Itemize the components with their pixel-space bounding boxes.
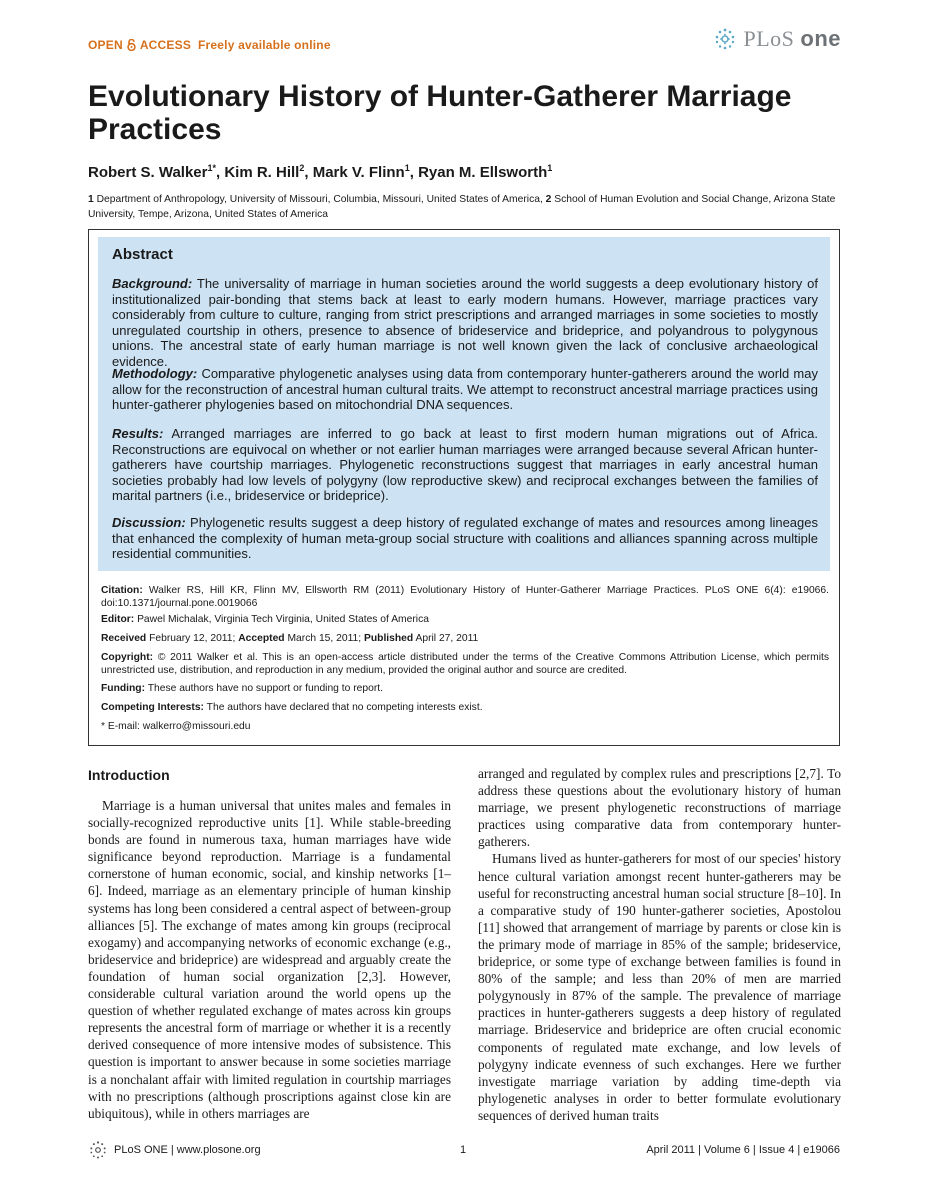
footer-journal: PLoS ONE [114,1144,168,1156]
corresponding-email: * E-mail: walkerro@missouri.edu [101,721,251,732]
competing-interests [101,702,829,715]
plos-logo-text: PLoS [743,26,795,51]
freely-available-label: Freely available online [198,38,331,52]
footer-separator: | [170,1144,174,1156]
footer-issue-info: April 2011 | Volume 6 | Issue 4 | e19066 [646,1144,840,1156]
funding [101,683,829,696]
received-label: Received [101,633,147,644]
abstract-discussion [112,515,818,562]
citation-label: Citation: [101,585,143,596]
affiliation-number: 2 [545,194,552,205]
plos-one-logo [713,26,841,52]
abstract-section-label: Discussion: [112,515,186,530]
abstract-methodology [112,366,818,413]
abstract-section-text: The universality of marriage in human societies around the world suggests a deep evolutionary history of institutionalized pair-bonding that stems back at least to early modern humans. However, marriage practices vary considerably from culture to culture, ranging from strict prescriptions and arranged marriages in some societies to mostly unregulated courtship in others, presence to absence of brideservice and brideprice, and polyandrous to polygynous unions. The ancestral state of early human marriage is not well known given the lack of conclusive archaeological evidence. [112,276,818,369]
received-date: February 12, 2011; [149,633,236,644]
abstract-results [112,426,818,504]
editor-label: Editor: [101,614,135,625]
editor [101,614,829,627]
open-access-lock-icon [126,39,137,51]
plos-dot-logo-icon [713,27,737,51]
published-label: Published [364,633,414,644]
abstract-heading: Abstract [112,246,173,263]
editor-text: Pawel Michalak, Virginia Tech Virginia, United States of America [137,614,429,625]
introduction-heading: Introduction [88,767,170,783]
author-name: Ryan M. Ellsworth [418,164,548,181]
body-paragraph: Humans lived as hunter-gatherers for most of our species' history hence cultural variation amongst recent hunter-gatherers may be useful for reconstructing ancestral human social structure [8–10]. In a comparative study of 190 hunter-gatherer societies, Apostolou [11] showed that arrangement of marriage by parents or close kin is the primary mode of marriage in 85% of the sample; brideservice, brideprice, or some type of exchange between families is found in 80% of the sample; and less than 20% of men are married polygynously in 87% of the sample. The prevalence of marriage practices in hunter-gatherers suggests a deep history of regulated marriage. Brideservice and brideprice are often crucial economic components of regulated mate exchange, and low levels of polygyny indicate evenness of such exchanges. Here we further investigate marriage variation by adding time-depth via phylogenetic analyses in order to better formulate evolutionary sequences of derived human traits [478,851,841,1123]
abstract-section-text: Arranged marriages are inferred to go back at least to first modern human migrations out of Africa. Reconstructions are equivocal on whether or not earlier human marriages were arranged because several African hunter-gatherers have courtship marriages. Phylogenetic reconstructions suggest that marriages in early ancestral human societies probably had low levels of polygyny (low reproductive skew) and reciprocal exchanges between the families of marital partners (i.e., brideservice or brideprice). [112,426,818,504]
copyright [101,652,829,677]
author-affiliation-mark: 1 [404,163,410,173]
copyright-text: © 2011 Walker et al. This is an open-access article distributed under the terms of the Creative Commons Attribution License, which permits unrestricted use, distribution, and reproduction in any medium, provided the original author and source are credited. [101,652,829,676]
author-affiliation-mark: 1 [547,163,553,173]
funding-label: Funding: [101,683,146,694]
affiliation-number: 1 [88,194,94,205]
funding-text: These authors have no support or funding to report. [147,683,383,694]
body-paragraph: Marriage is a human universal that unites males and females in socially-recognized reproductive units [1]. While stable-breeding bonds are found in numerous taxa, human marriages have wide significance beyond reproduction. Marriage is a fundamental cornerstone of human economic, social, and kinship networks [1–6]. Indeed, marriage as an elementary principle of human kinship systems has long been considered a central aspect of between-group alliances [5]. The exchange of mates among kin groups (reciprocal exogamy) and accompanying networks of economic exchange (e.g., brideservice and brideprice) are widespread and arguably create the foundation of human social organization [2,3]. However, considerable cultural variation around the world opens up the question of whether regulated exchange of mates across kin groups represents the ancestral form of marriage or whether it is a recently derived consequence of more intensive modes of subsistence. This question is important to answer because in some societies marriage is a nonchalant affair with limited regulation in courtship marriages with no prescriptions (although proscriptions against close kin are ubiquitous), while in others marriages are [88,798,451,1121]
open-access-banner [88,38,331,52]
abstract-section-label: Results: [112,426,164,441]
author-list: Robert S. Walker$^{1*}$, Kim R. Hill$^2$, Mark V. Flinn$^1$, Ryan M. Ellsworth$^1$ [88,163,553,181]
abstract-background [112,276,818,370]
email-line [101,721,829,734]
copyright-label: Copyright: [101,652,154,663]
open-label: OPEN [88,38,123,52]
body-column-right [478,765,841,1124]
citation-text: Walker RS, Hill KR, Flinn MV, Ellsworth RM (2011) Evolutionary History of Hunter-Gatherer Marriage Practices. PLoS ONE 6(4): e19066. doi:10.1371/journal.pone.0019066 [101,585,829,609]
published-date: April 27, 2011 [415,633,479,644]
accepted-label: Accepted [238,633,285,644]
citation [101,585,829,610]
abstract-section-text: Comparative phylogenetic analyses using data from contemporary hunter-gatherers around the world may allow for the reconstruction of ancestral human cultural traits. We attempt to reconstruct ancestral marriage practices using hunter-gatherer phylogenies based on mitochondrial DNA sequences. [112,366,818,413]
page-footer [88,1140,840,1160]
author-name: Kim R. Hill [224,164,300,181]
dates [101,633,829,646]
abstract-section-label: Methodology: [112,366,198,381]
affiliation-text: School of Human Evolution and Social Change, Arizona State University, Tempe, Arizona, United States of America [88,194,836,220]
page-number: 1 [460,1144,467,1156]
body-column-left [88,797,451,1122]
competing-text: The authors have declared that no competing interests exist. [206,702,483,713]
footer-url[interactable]: www.plosone.org [176,1144,261,1156]
article-title: Evolutionary History of Hunter-Gatherer Marriage Practices [88,80,792,146]
access-label: ACCESS [139,38,192,52]
affiliation-text: Department of Anthropology, University of Missouri, Columbia, Missouri, United States of America, [96,194,546,205]
plos-footer-logo-icon [88,1140,108,1160]
author-name: Robert S. Walker [88,164,208,181]
author-affiliation-mark: 2 [299,163,305,173]
author-affiliation-mark: 1* [207,163,216,173]
accepted-date: March 15, 2011; [287,633,362,644]
body-paragraph: arranged and regulated by complex rules and prescriptions [2,7]. To address these questions about the evolutionary history of human marriage, we present phylogenetic reconstructions of marriage practices using comparative data from contemporary hunter-gatherers. [478,766,841,850]
one-logo-text: one [800,26,841,51]
competing-label: Competing Interests: [101,702,204,713]
affiliations [88,192,842,222]
abstract-section-label: Background: [112,276,193,291]
abstract-section-text: Phylogenetic results suggest a deep history of regulated exchange of mates and resources among lineages that enhanced the complexity of human meta-group social structure with coalitions and alliances spanning across multiple residential communities. [112,515,818,562]
author-name: Mark V. Flinn [312,164,405,181]
